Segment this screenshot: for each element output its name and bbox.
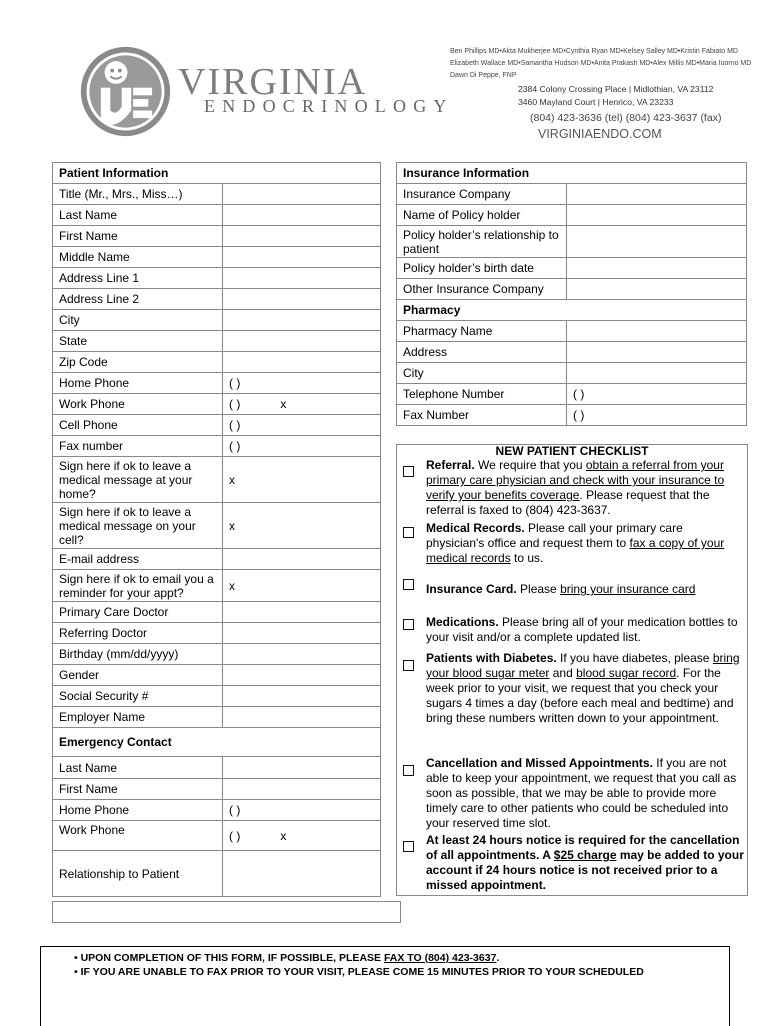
field-label: Insurance Company [397, 184, 567, 205]
table-row[interactable] [53, 707, 381, 728]
cell-phone-input[interactable] [223, 415, 381, 436]
field-label: Fax number [53, 436, 223, 457]
footer-text: • UPON COMPLETION OF THIS FORM, IF POSSIBLE, PLEASE [74, 952, 384, 964]
area-code-paren: ( ) [573, 408, 585, 422]
field-label: Gender [53, 665, 223, 686]
pharmacy-address-input[interactable] [567, 342, 747, 363]
sign-cell-message-input[interactable] [223, 503, 381, 549]
table-row[interactable] [397, 321, 747, 342]
field-label: Middle Name [53, 247, 223, 268]
medications-checkbox[interactable] [403, 619, 414, 630]
area-code-paren: ( ) [229, 828, 241, 843]
checklist-insurance-card [426, 582, 744, 597]
insurance-card-checkbox[interactable] [403, 579, 414, 590]
home-phone-input[interactable] [223, 373, 381, 394]
item-text: We require that you [474, 458, 586, 472]
checklist-medications [426, 615, 744, 645]
table-row[interactable] [53, 373, 381, 394]
field-label: Home Phone [53, 373, 223, 394]
field-label: Pharmacy Name [397, 321, 567, 342]
contact-phone: (804) 423-3636 (tel) (804) 423-3637 (fax) [530, 112, 722, 124]
table-row[interactable] [53, 457, 381, 503]
emergency-contact-heading: Emergency Contact [53, 728, 381, 757]
relationship-input[interactable] [223, 851, 381, 897]
field-label: Employer Name [53, 707, 223, 728]
patient-information-table [52, 162, 381, 897]
pharmacy-telephone-input[interactable] [567, 384, 747, 405]
table-row[interactable] [53, 623, 381, 644]
emergency-work-phone-input[interactable] [223, 821, 381, 851]
referral-checkbox[interactable] [403, 466, 414, 477]
field-label: Address Line 2 [53, 289, 223, 310]
field-label: Social Security # [53, 686, 223, 707]
table-row[interactable] [53, 549, 381, 570]
checklist-medical-records [426, 521, 744, 566]
pharmacy-city-input[interactable] [567, 363, 747, 384]
table-row[interactable] [53, 415, 381, 436]
sign-email-input[interactable] [223, 570, 381, 602]
area-code-paren: ( ) [229, 803, 241, 817]
field-label: E-mail address [53, 549, 223, 570]
brand-subtitle: ENDOCRINOLOGY [204, 96, 454, 116]
field-label: City [397, 363, 567, 384]
table-row[interactable] [53, 570, 381, 602]
diabetes-checkbox[interactable] [403, 660, 414, 671]
gender-input[interactable] [223, 665, 381, 686]
field-label: Telephone Number [397, 384, 567, 405]
table-row[interactable] [397, 279, 747, 300]
checklist-diabetes [426, 651, 744, 726]
last-name-input[interactable] [223, 205, 381, 226]
field-label: Referring Doctor [53, 623, 223, 644]
emergency-last-name-input[interactable] [223, 757, 381, 779]
table-row[interactable] [53, 665, 381, 686]
table-row[interactable] [53, 800, 381, 821]
table-row[interactable] [53, 289, 381, 310]
holder-relationship-input[interactable] [567, 226, 747, 258]
field-label: Work Phone [53, 821, 223, 851]
table-row[interactable] [53, 226, 381, 247]
field-label: Zip Code [53, 352, 223, 373]
field-label: Sign here if ok to leave a medical message on your cell? [53, 503, 223, 549]
work-phone-input[interactable] [223, 394, 381, 415]
footer-fax-instruction [74, 952, 499, 964]
doctors-line-3: Dawn Di Peppe, FNP [450, 72, 517, 79]
insurance-information-table [396, 162, 747, 426]
fax-input[interactable] [223, 436, 381, 457]
holder-birth-date-input[interactable] [567, 258, 747, 279]
table-row[interactable] [53, 247, 381, 268]
item-text: Please bring all of your medication bottles to your visit and/or a complete updated list. [426, 615, 738, 644]
field-label: City [53, 310, 223, 331]
signature-mark: x [229, 578, 235, 593]
checklist-referral [426, 458, 744, 518]
emergency-home-phone-input[interactable] [223, 800, 381, 821]
item-text: and [549, 666, 577, 680]
patient-info-heading: Patient Information [53, 163, 381, 184]
item-text-emphasis: blood sugar record [576, 666, 677, 680]
table-row[interactable] [53, 686, 381, 707]
item-heading: Patients with Diabetes. [426, 651, 557, 665]
insurance-info-heading: Insurance Information [397, 163, 747, 184]
field-label: Fax Number [397, 405, 567, 426]
table-row[interactable] [53, 503, 381, 549]
city-input[interactable] [223, 310, 381, 331]
primary-care-input[interactable] [223, 602, 381, 623]
item-text: Please [516, 582, 561, 596]
sign-home-message-input[interactable] [223, 457, 381, 503]
virginia-endocrinology-logo [78, 44, 173, 139]
pharmacy-fax-input[interactable] [567, 405, 747, 426]
field-label: Title (Mr., Mrs., Miss…) [53, 184, 223, 205]
pharmacy-name-input[interactable] [567, 321, 747, 342]
area-code-paren: ( ) [229, 397, 241, 411]
first-name-input[interactable] [223, 226, 381, 247]
website: VIRGINIAENDO.COM [538, 127, 662, 141]
emergency-first-name-input[interactable] [223, 779, 381, 800]
field-label: Other Insurance Company [397, 279, 567, 300]
state-input[interactable] [223, 331, 381, 352]
field-label: Sign here if ok to email you a reminder for your appt? [53, 570, 223, 602]
item-text: Please call your primary care physician's office and request them to [426, 521, 683, 550]
table-row[interactable] [397, 405, 747, 426]
area-code-paren: ( ) [229, 439, 241, 453]
item-text-emphasis: obtain a referral from your primary care physician and check with your insurance to verify your benefits coverage [426, 458, 725, 502]
item-heading: Insurance Card. [426, 582, 517, 596]
employer-input[interactable] [223, 707, 381, 728]
address-henrico: 3460 Mayland Court | Henrico, VA 23233 [518, 97, 674, 107]
table-row[interactable] [53, 779, 381, 800]
table-row[interactable] [53, 268, 381, 289]
item-text-emphasis: fax a copy of your medical records [426, 536, 725, 565]
table-row[interactable] [397, 205, 747, 226]
signature-mark: x [229, 518, 235, 533]
field-label: State [53, 331, 223, 352]
medical-records-checkbox[interactable] [403, 527, 414, 538]
pharmacy-heading: Pharmacy [397, 300, 747, 321]
table-row[interactable] [53, 331, 381, 352]
policy-holder-input[interactable] [567, 205, 747, 226]
table-row[interactable] [397, 363, 747, 384]
footer-fax-number: FAX TO (804) 423-3637 [383, 952, 497, 964]
insurance-company-input[interactable] [567, 184, 747, 205]
field-label: Name of Policy holder [397, 205, 567, 226]
item-heading: Medications. [426, 615, 499, 629]
field-label: Sign here if ok to leave a medical message at your home? [53, 457, 223, 503]
field-label: Relationship to Patient [53, 851, 223, 897]
item-text: may be added to your account if 24 hours notice is not received prior to a missed appointment. [426, 848, 744, 892]
signature-mark: x [229, 472, 235, 487]
area-code-paren: ( ) [229, 376, 241, 390]
item-text-emphasis: $25 charge [553, 848, 617, 862]
notes-input[interactable] [52, 901, 401, 923]
item-text-emphasis: bring your blood sugar meter [426, 651, 740, 680]
field-label: Policy holder’s birth date [397, 258, 567, 279]
title-input[interactable] [223, 184, 381, 205]
checklist-title: NEW PATIENT CHECKLIST [495, 444, 649, 458]
address-line-2-input[interactable] [223, 289, 381, 310]
address-line-1-input[interactable] [223, 268, 381, 289]
item-text: At least 24 hours notice is required for the cancellation of all appointments. A [426, 833, 740, 862]
field-label: Primary Care Doctor [53, 602, 223, 623]
referring-doctor-input[interactable] [223, 623, 381, 644]
item-text: If you are not able to keep your appointment, we request that you call as soon as possible, that we may be able to provide more timely care to other patients who could be scheduled into your reserved time slot. [426, 756, 737, 830]
address-midlothian: 2384 Colony Crossing Place | Midlothian, VA 23112 [518, 84, 714, 94]
table-row[interactable] [53, 851, 381, 897]
footer-text: . [496, 952, 500, 964]
field-label: Address Line 1 [53, 268, 223, 289]
footer-arrival-instruction: • IF YOU ARE UNABLE TO FAX PRIOR TO YOUR VISIT, PLEASE COME 15 MINUTES PRIOR TO YOUR SCHEDULED [74, 966, 644, 978]
table-row[interactable] [397, 226, 747, 258]
item-heading: Referral. [426, 458, 475, 472]
item-heading: Medical Records. [426, 521, 525, 535]
field-label: Last Name [53, 757, 223, 779]
table-row[interactable] [53, 310, 381, 331]
field-label: Address [397, 342, 567, 363]
item-heading: Cancellation and Missed Appointments. [426, 756, 653, 770]
area-code-paren: ( ) [229, 418, 241, 432]
field-label: Home Phone [53, 800, 223, 821]
table-row[interactable] [53, 821, 381, 851]
field-label: Birthday (mm/dd/yyyy) [53, 644, 223, 665]
field-label: Work Phone [53, 394, 223, 415]
table-row[interactable] [53, 436, 381, 457]
field-label: Policy holder’s relationship to patient [397, 226, 567, 258]
birthday-input[interactable] [223, 644, 381, 665]
checklist-cancellation [426, 756, 744, 831]
table-row[interactable] [53, 602, 381, 623]
table-row[interactable] [53, 352, 381, 373]
table-row[interactable] [397, 258, 747, 279]
doctors-line-2: Elizabeth Wallace MD•Samantha Hudson MD•Anita Prakash MD•Alex Millis MD•Maria Iuorno MD [450, 60, 752, 67]
zip-input[interactable] [223, 352, 381, 373]
item-text: . Please request that the referral is faxed to (804) 423-3637. [426, 488, 710, 517]
ssn-input[interactable] [223, 686, 381, 707]
item-text-emphasis: bring your insurance card [560, 582, 696, 596]
item-text: to us. [510, 551, 544, 565]
extension-mark: x [280, 397, 287, 411]
table-row[interactable] [53, 757, 381, 779]
checklist-notice [426, 833, 744, 893]
area-code-paren: ( ) [573, 387, 585, 401]
brand-name: VIRGINIA [178, 61, 368, 103]
item-text: . For the week prior to your visit, we request that you check your sugars 4 times a day (before each meal and bedtime) and bring these numbers written down to your appointment. [426, 666, 734, 725]
table-row[interactable] [53, 184, 381, 205]
other-insurance-input[interactable] [567, 279, 747, 300]
cancellation-checkbox[interactable] [403, 765, 414, 776]
table-row[interactable] [397, 184, 747, 205]
field-label: Cell Phone [53, 415, 223, 436]
field-label: Last Name [53, 205, 223, 226]
table-row[interactable] [53, 205, 381, 226]
doctors-line-1: Ben Phillips MD•Akta Mukherjee MD•Cynthia Ryan MD•Kelsey Salley MD•Kristin Fabiato MD [450, 48, 738, 55]
field-label: First Name [53, 779, 223, 800]
extension-mark: x [280, 828, 287, 843]
field-label: First Name [53, 226, 223, 247]
email-input[interactable] [223, 549, 381, 570]
item-text: If you have diabetes, please [556, 651, 713, 665]
table-row[interactable] [397, 384, 747, 405]
table-row[interactable] [53, 394, 381, 415]
table-row[interactable] [397, 342, 747, 363]
table-row[interactable] [53, 644, 381, 665]
notice-checkbox[interactable] [403, 841, 414, 852]
middle-name-input[interactable] [223, 247, 381, 268]
